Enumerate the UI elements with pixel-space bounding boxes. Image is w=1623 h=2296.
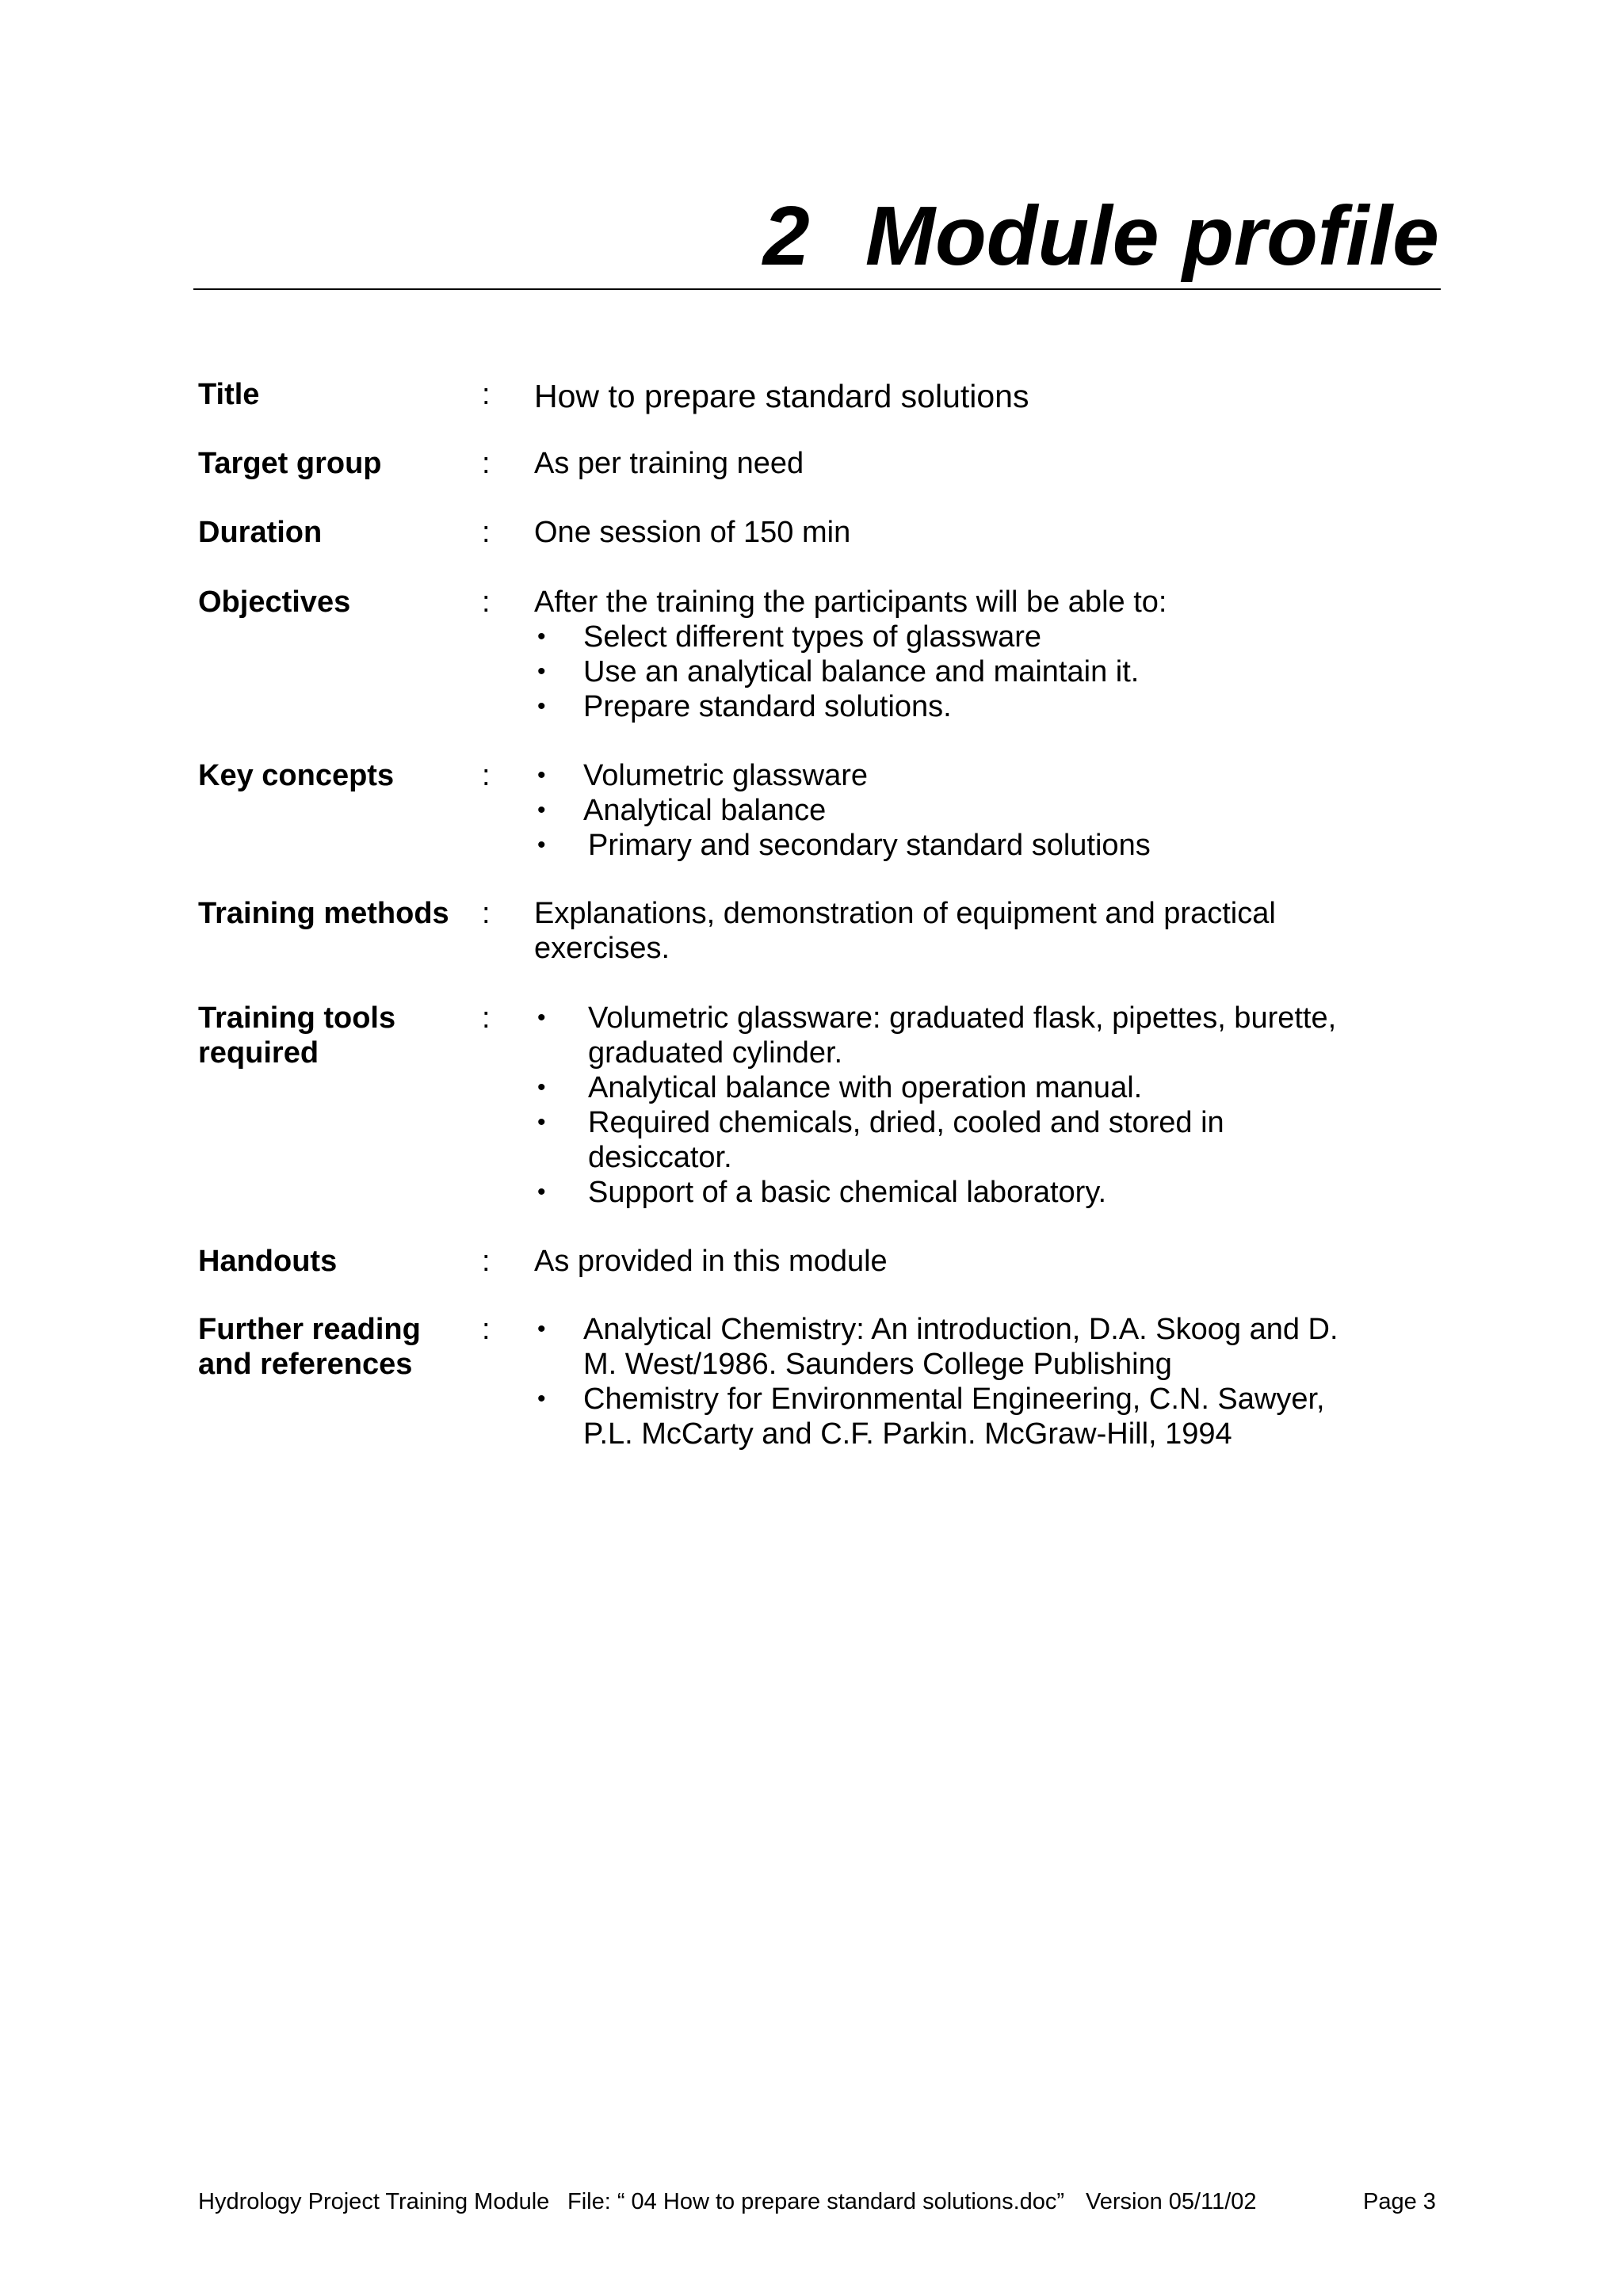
row-value: One session of 150 min	[534, 516, 851, 549]
bullet-icon: •	[537, 1109, 546, 1135]
list-item: • Support of a basic chemical laboratory.	[537, 1176, 1107, 1209]
row-label: Title	[198, 378, 260, 411]
bullet-icon: •	[537, 1005, 546, 1031]
row-value	[534, 1312, 1366, 1451]
list-item: • Primary and secondary standard solutions	[537, 829, 1151, 862]
objectives-list	[534, 620, 1430, 724]
colon-separator: :	[482, 759, 491, 792]
bullet-icon: •	[537, 1074, 546, 1100]
colon-separator: :	[482, 585, 491, 619]
list-item: • Analytical balance	[537, 794, 827, 827]
chapter-number: 2	[762, 189, 810, 283]
row-value: How to prepare standard solutions	[534, 378, 1029, 414]
row-value: As per training need	[534, 447, 804, 480]
list-item: • Chemistry for Environmental Engineering, C.N. Sawyer, P.L. McCarty and C.F. Parkin. McGraw-Hill, 1994	[537, 1383, 1325, 1451]
footer-page: Page 3	[1363, 2189, 1436, 2214]
footer-module: Hydrology Project Training Module	[198, 2189, 550, 2214]
row-value	[534, 1001, 1358, 1210]
colon-separator: :	[482, 1001, 491, 1035]
chapter-title: Module profile	[865, 189, 1439, 283]
bullet-icon: •	[537, 1386, 546, 1412]
colon-separator: :	[482, 1245, 491, 1278]
row-value: As provided in this module	[534, 1245, 888, 1278]
colon-separator: :	[482, 447, 491, 480]
list-item: • Select different types of glassware	[537, 620, 1042, 654]
row-label: Key concepts	[198, 759, 395, 792]
colon-separator: :	[482, 378, 491, 411]
bullet-icon: •	[537, 832, 546, 858]
list-item: • Analytical balance with operation manual.	[537, 1071, 1143, 1104]
row-label: Duration	[198, 516, 323, 549]
list-item: • Volumetric glassware	[537, 759, 869, 792]
list-item: • Prepare standard solutions.	[537, 690, 952, 723]
training-tools-list	[534, 1001, 1358, 1210]
row-value	[534, 758, 1430, 863]
bullet-icon: •	[537, 693, 546, 719]
bullet-icon: •	[537, 1179, 546, 1205]
list-item: • Volumetric glassware: graduated flask, pipettes, burette, graduated cylinder.	[537, 1001, 1337, 1070]
list-item: • Required chemicals, dried, cooled and stored in desiccator.	[537, 1106, 1224, 1174]
colon-separator: :	[482, 516, 491, 549]
bullet-icon: •	[537, 762, 546, 788]
key-concepts-list	[534, 758, 1430, 863]
objectives-intro: After the training the participants will be able to:	[534, 585, 1167, 619]
list-item: • Analytical Chemistry: An introduction, D.A. Skoog and D. M. West/1986. Saunders College Publishing	[537, 1313, 1338, 1381]
row-label: Objectives	[198, 585, 351, 619]
colon-separator: :	[482, 1313, 491, 1346]
row-value	[534, 585, 1430, 724]
row-label: Training methods	[198, 897, 449, 930]
references-list	[534, 1312, 1366, 1451]
row-label: Training tools required	[198, 1001, 396, 1070]
colon-separator: :	[482, 897, 491, 930]
bullet-icon: •	[537, 624, 546, 650]
bullet-icon: •	[537, 797, 546, 823]
row-label: Handouts	[198, 1245, 338, 1278]
list-item: • Use an analytical balance and maintain it.	[537, 655, 1140, 688]
row-label: Target group	[198, 447, 382, 480]
bullet-icon: •	[537, 1316, 546, 1342]
row-value: Explanations, demonstration of equipment and practical exercises.	[534, 897, 1276, 965]
row-label: Further reading and references	[198, 1313, 421, 1381]
bullet-icon: •	[537, 658, 546, 685]
chapter-heading	[762, 189, 1439, 283]
footer-file: File: “ 04 How to prepare standard solutions.doc”	[567, 2189, 1065, 2214]
footer-version: Version 05/11/02	[1086, 2189, 1257, 2214]
heading-rule	[193, 288, 1441, 290]
